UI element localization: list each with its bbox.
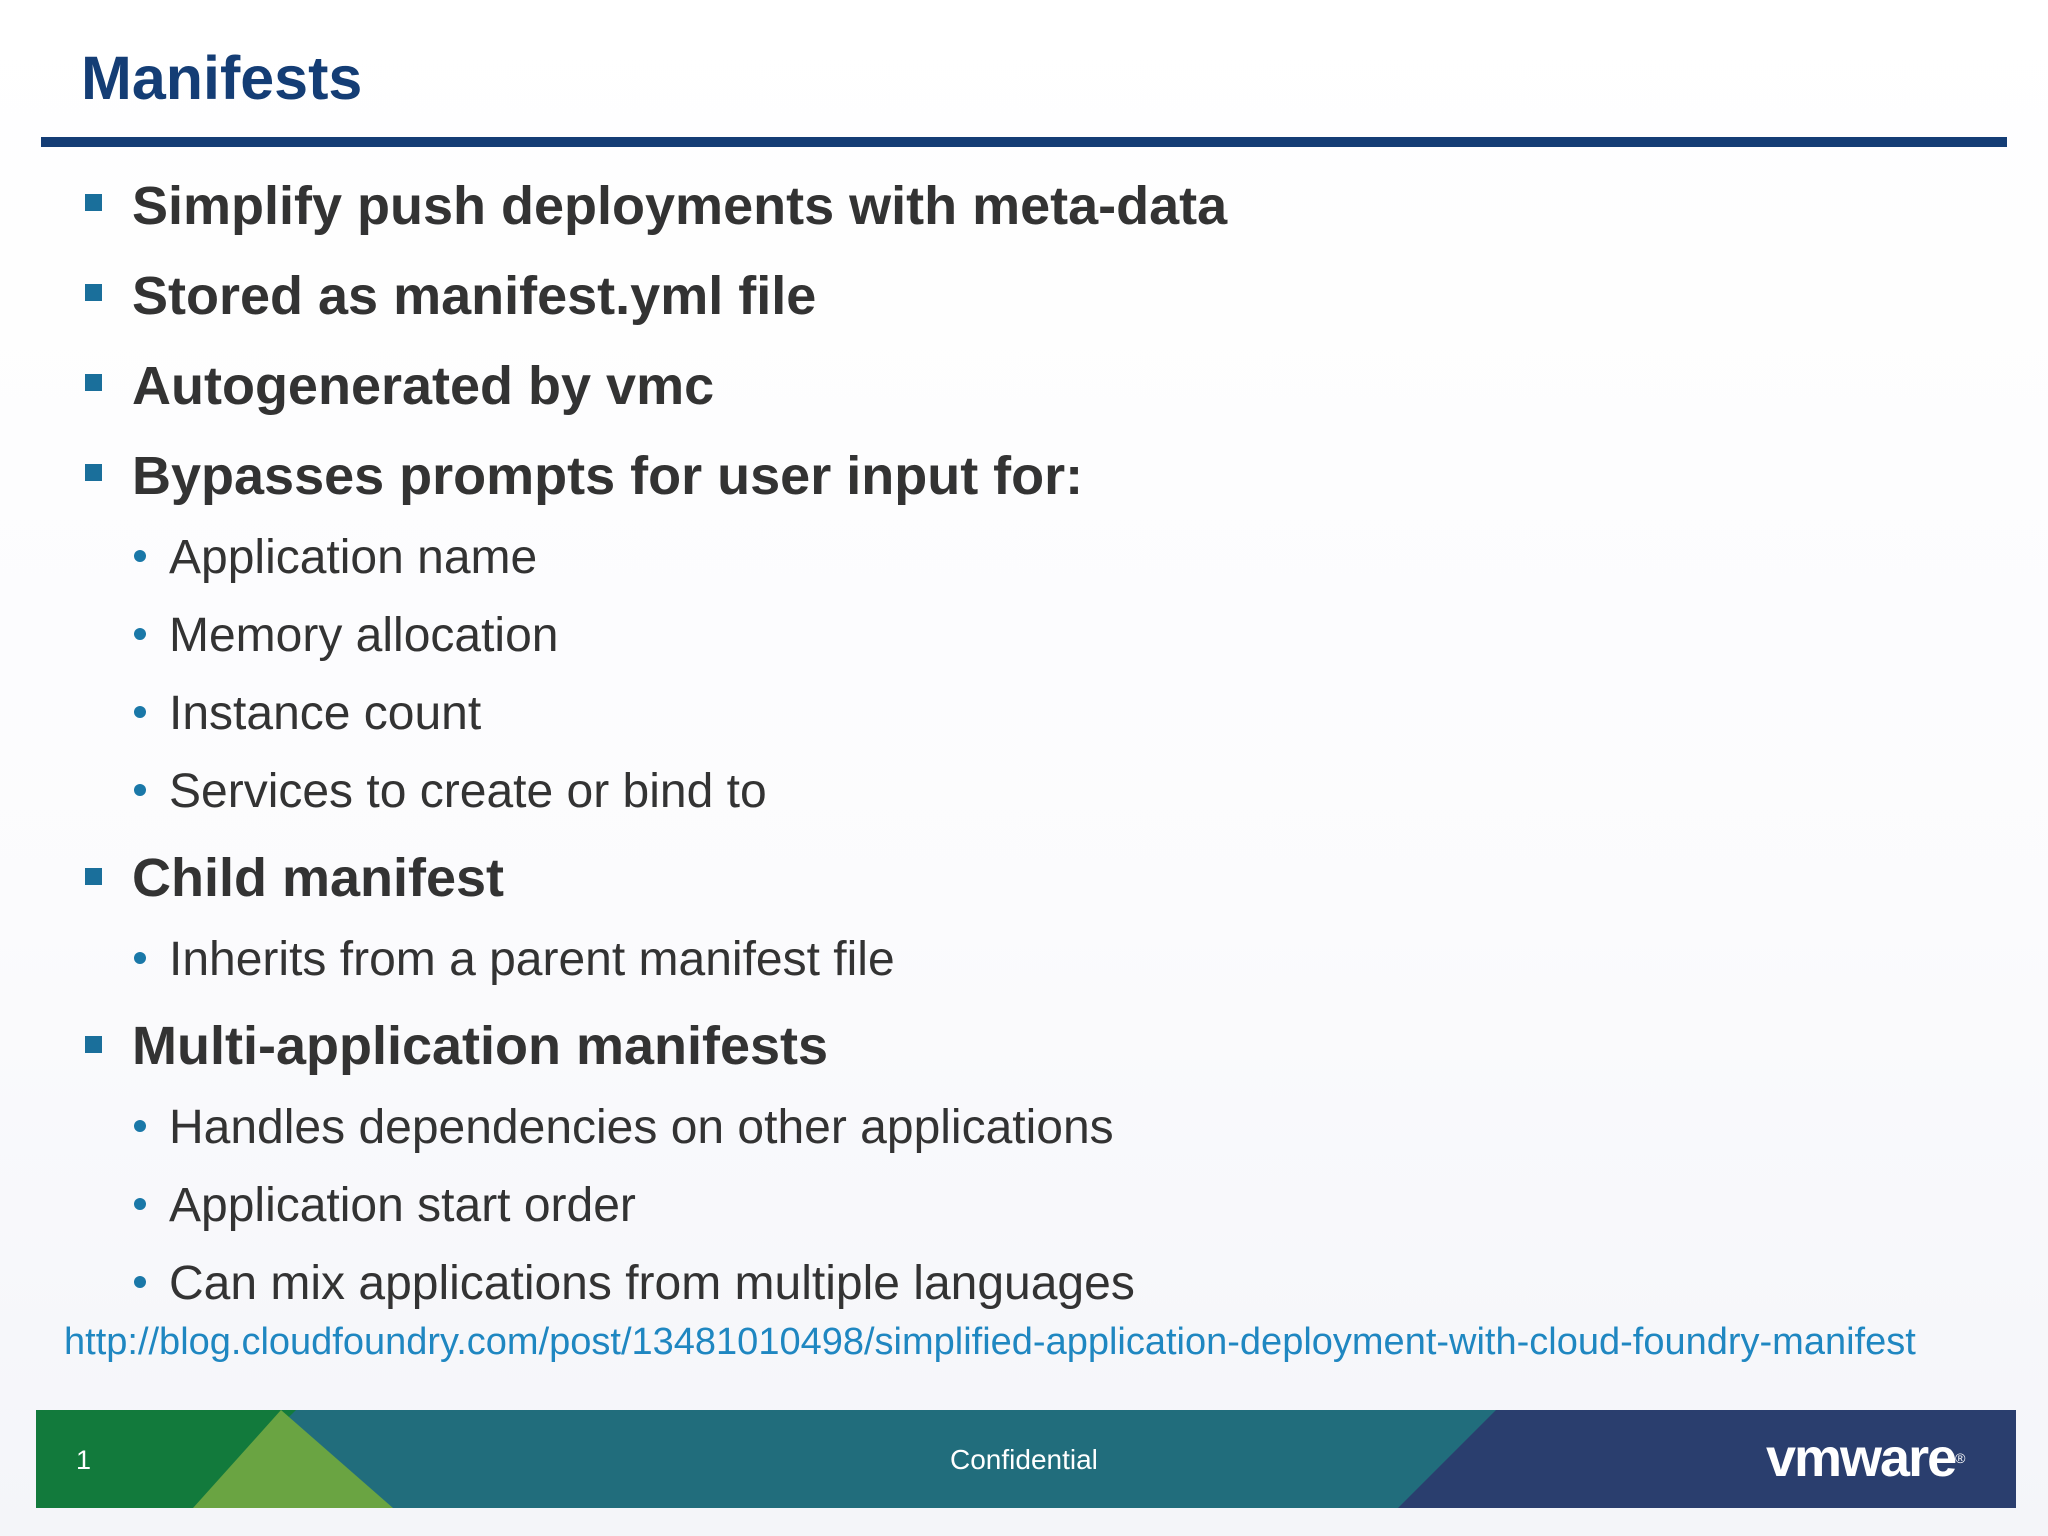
square-bullet-icon — [85, 194, 102, 211]
bullet-item: Child manifest — [132, 848, 505, 908]
dot-bullet-icon — [134, 1120, 146, 1132]
vmware-logo: vmware® — [1766, 1428, 1964, 1488]
dot-bullet-icon — [134, 706, 146, 718]
slide-title: Manifests — [81, 44, 363, 112]
bullet-item: Multi-application manifests — [132, 1016, 829, 1076]
bullet-item: Stored as manifest.yml file — [132, 266, 817, 326]
dot-bullet-icon — [134, 628, 146, 640]
sub-bullet-item: Can mix applications from multiple languages — [169, 1257, 1135, 1310]
confidential-label: Confidential — [950, 1444, 1098, 1475]
dot-bullet-icon — [134, 1198, 146, 1210]
bullet-item: Autogenerated by vmc — [132, 356, 715, 416]
sub-bullet-item: Services to create or bind to — [169, 765, 767, 818]
sub-bullet-item: Memory allocation — [169, 609, 559, 662]
source-link[interactable]: http://blog.cloudfoundry.com/post/13481010498/simplified-application-deployment-with-cloud-foundry-manifest — [64, 1321, 1916, 1363]
bullet-item: Bypasses prompts for user input for: — [132, 446, 1084, 506]
sub-bullet-item: Application name — [169, 531, 538, 584]
square-bullet-icon — [85, 374, 102, 391]
dot-bullet-icon — [134, 550, 146, 562]
square-bullet-icon — [85, 284, 102, 301]
page-number: 1 — [76, 1445, 92, 1475]
square-bullet-icon — [85, 464, 102, 481]
bullet-item: Simplify push deployments with meta-data — [132, 176, 1228, 236]
square-bullet-icon — [85, 868, 102, 885]
square-bullet-icon — [85, 1036, 102, 1053]
sub-bullet-item: Handles dependencies on other applications — [169, 1101, 1114, 1154]
sub-bullet-item: Application start order — [169, 1179, 636, 1232]
dot-bullet-icon — [134, 784, 146, 796]
footer-bar — [36, 1410, 2016, 1508]
title-divider — [41, 137, 2007, 147]
dot-bullet-icon — [134, 1276, 146, 1288]
sub-bullet-item: Inherits from a parent manifest file — [169, 933, 895, 986]
sub-bullet-item: Instance count — [169, 687, 482, 740]
dot-bullet-icon — [134, 952, 146, 964]
